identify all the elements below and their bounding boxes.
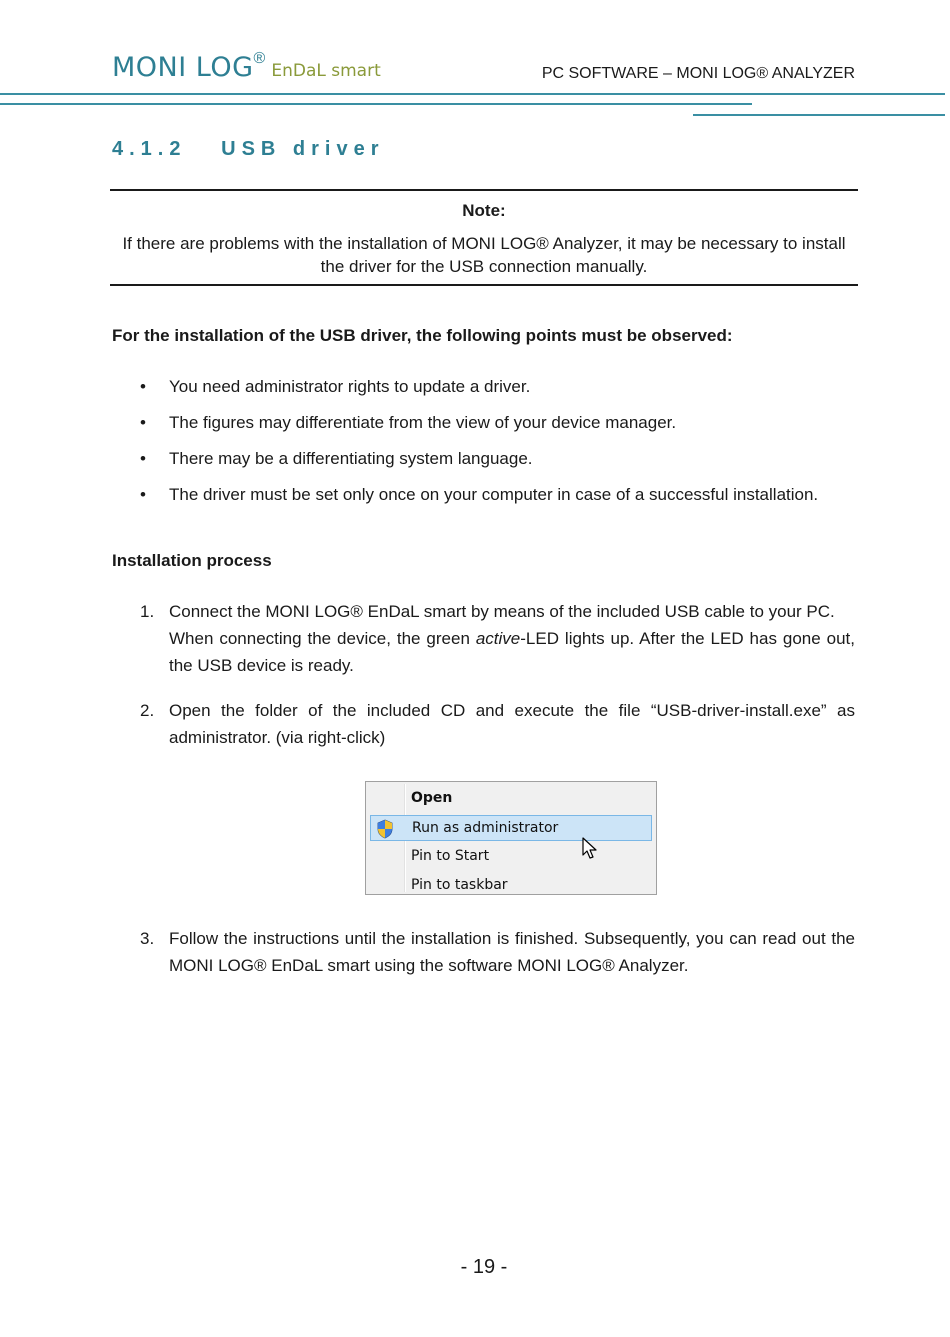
- step-3-text: Follow the instructions until the installation is finished. Subsequently, you can read out the MONI LOG® EnDaL smart using the software MONI LOG® Analyzer.: [169, 929, 855, 975]
- menu-item-pin-to-start[interactable]: Pin to Start: [411, 848, 490, 864]
- bullet-text: There may be a differentiating system language.: [169, 449, 533, 468]
- step-2-text: Open the folder of the included CD and execute the file “USB-driver-install.exe” as administrator. (via right-click): [169, 701, 855, 747]
- installation-heading: Installation process: [112, 551, 272, 570]
- bullet-item: [140, 449, 533, 469]
- lead-paragraph: For the installation of the USB driver, the following points must be observed:: [112, 326, 733, 345]
- menu-item-run-as-administrator[interactable]: Run as administrator: [370, 815, 652, 841]
- header-rule-middle: [0, 103, 752, 105]
- step-1-line-2: When connecting the device, the green active-LED lights up. After the LED has gone out,: [169, 629, 855, 648]
- note-body: [110, 232, 858, 278]
- step-1-line-3: the USB device is ready.: [169, 656, 354, 675]
- brand-name: MONI LOG: [112, 52, 254, 83]
- page-number: - 19 -: [460, 1256, 508, 1278]
- bullet-text: The figures may differentiate from the view of your device manager.: [169, 413, 677, 432]
- note-line-1: If there are problems with the installation of MONI LOG® Analyzer, it may be necessary to install: [122, 234, 846, 253]
- brand-logo: [112, 52, 381, 83]
- step-number: 2.: [140, 701, 155, 720]
- bullet-dot: •: [140, 485, 146, 504]
- section-heading: 4.1.2 USB driver: [112, 138, 385, 160]
- header-title: PC SOFTWARE – MONI LOG® ANALYZER: [541, 65, 855, 82]
- registered-mark: ®: [253, 50, 266, 67]
- bullet-item: [140, 377, 530, 397]
- step-1-line-1: Connect the MONI LOG® EnDaL smart by means of the included USB cable to your PC.: [169, 602, 835, 621]
- bullet-dot: •: [140, 413, 146, 432]
- uac-shield-icon: [376, 819, 394, 839]
- step-number: 3.: [140, 929, 155, 948]
- bullet-dot: •: [140, 449, 146, 468]
- header-rule-bottom: [693, 114, 945, 116]
- bullet-item: [140, 413, 676, 433]
- note-title: Note:: [462, 201, 506, 220]
- bullet-text: You need administrator rights to update a driver.: [169, 377, 531, 396]
- note-rule-top: [110, 189, 858, 191]
- context-menu: [365, 781, 657, 895]
- bullet-text: The driver must be set only once on your computer in case of a successful installation.: [169, 485, 819, 504]
- header-rule-top: [0, 93, 945, 95]
- step-1-text: [169, 598, 855, 679]
- brand-product: EnDaL smart: [271, 61, 381, 81]
- note-line-2: the driver for the USB connection manually.: [320, 257, 648, 276]
- menu-item-open[interactable]: Open: [411, 790, 453, 806]
- step-number: 1.: [140, 602, 155, 621]
- bullet-dot: •: [140, 377, 146, 396]
- note-rule-bottom: [110, 284, 858, 286]
- mouse-cursor-icon: [582, 837, 598, 861]
- bullet-item: [140, 485, 818, 505]
- menu-item-pin-to-taskbar[interactable]: Pin to taskbar: [411, 877, 508, 893]
